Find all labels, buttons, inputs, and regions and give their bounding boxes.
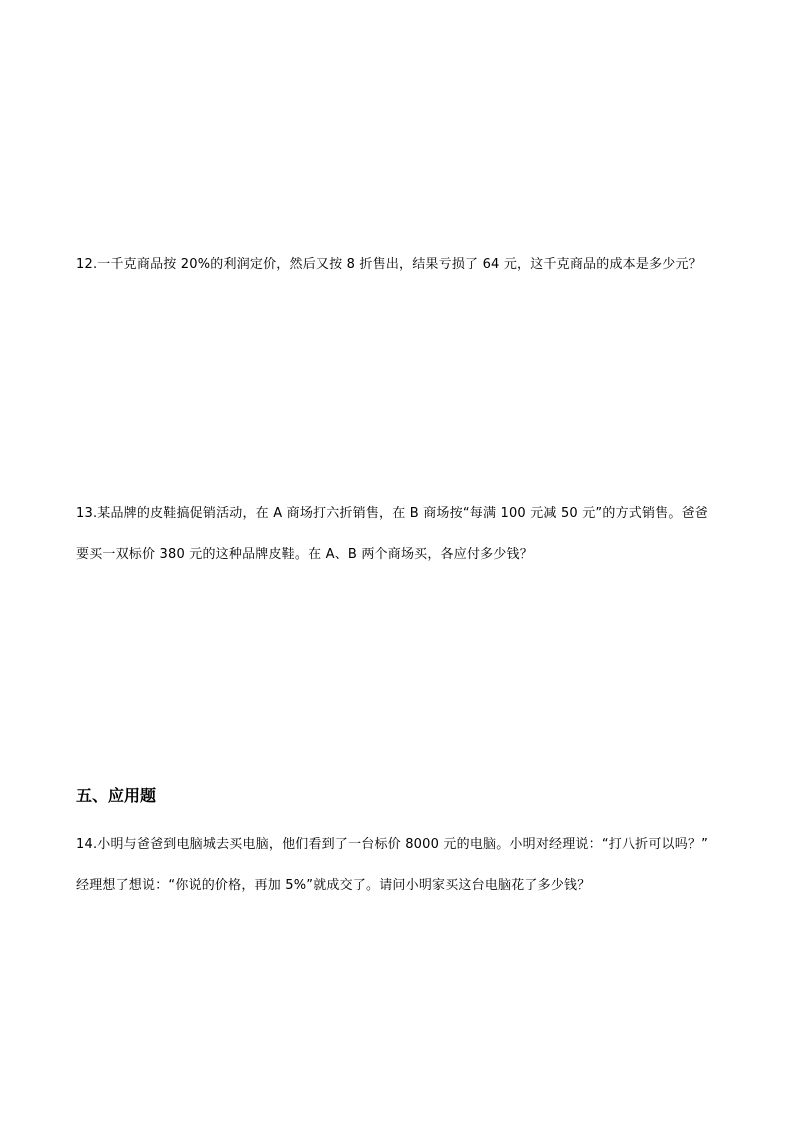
question-14-text-line-1: 14.小明与爸爸到电脑城去买电脑，他们看到了一台标价 8000 元的电脑。小明对经理说：“打八折可以吗？” — [76, 837, 709, 852]
question-12-text: 12.一千克商品按 20%的利润定价，然后又按 8 折售出，结果亏损了 64 元，这千克商品的成本是多少元？ — [76, 257, 702, 272]
question-13-text-line-1: 13.某品牌的皮鞋搞促销活动，在 A 商场打六折销售，在 B 商场按“每满 100 元减 50 元”的方式销售。爸爸 — [76, 506, 708, 521]
section-heading-applied-problems: 五、应用题 — [76, 786, 157, 805]
question-13-text-line-2: 要买一双标价 380 元的这种品牌皮鞋。在 A、B 两个商场买，各应付多少钱？ — [76, 547, 533, 562]
question-14-text-line-2: 经理想了想说：“你说的价格，再加 5%”就成交了。请问小明家买这台电脑花了多少钱？ — [76, 878, 591, 893]
